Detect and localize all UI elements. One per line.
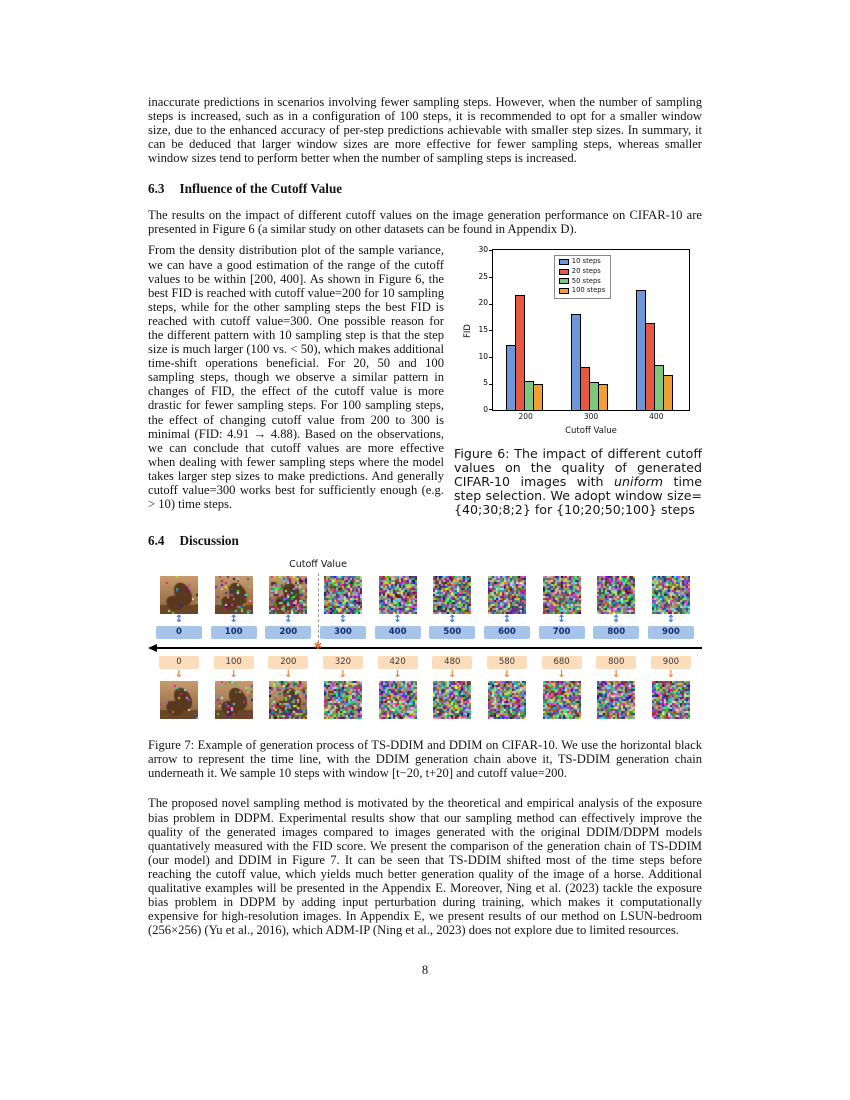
figure7-cutoff-label: Cutoff Value [289,559,347,571]
tsddim-sample-image [433,681,471,719]
section-number: 6.3 [148,181,165,197]
blue-double-arrow-icon: ↕ [448,614,457,626]
tsddim-sample-image [488,681,526,719]
ddim-step-box: 0 [156,626,202,639]
tsddim-step-box: 100 [214,656,254,669]
x-tick-label: 200 [518,412,533,422]
legend-swatch-icon [559,288,569,294]
legend-label: 50 steps [571,276,601,285]
figure7-column [427,576,477,719]
orange-down-arrow-icon: ↓ [502,669,512,681]
tsddim-sample-image [543,681,581,719]
section-title: Influence of the Cutoff Value [179,181,343,197]
orange-down-arrow-icon: ↓ [174,669,184,681]
figure7-column [537,576,587,719]
bar-group [506,295,542,411]
tsddim-sample-image [269,681,307,719]
blue-double-arrow-icon: ↕ [666,614,676,626]
figure6-caption-text: time step selection. We adopt window size= {40;30;8;2} for {10;20;50;100} steps [454,474,702,518]
ddim-step-box: 700 [539,626,585,639]
tsddim-step-box: 0 [159,656,199,669]
blue-double-arrow-icon: ↕ [229,614,238,626]
blue-double-arrow-icon: ↕ [284,614,293,626]
bar-100-steps [533,384,543,410]
figure7-columns [148,576,702,719]
ddim-step-box: 300 [320,626,366,639]
y-tick-label: 5 [483,378,488,388]
figure6-caption-text: Figure 6: The impact of different cutoff values on the quality of generated CIFAR-10 images with [454,445,702,490]
blue-double-arrow-icon: ↕ [393,614,402,626]
figure7-column [209,576,259,719]
ddim-step-box: 100 [211,626,257,639]
legend-swatch-icon [559,259,569,265]
figure7-column [482,576,532,719]
tsddim-step-box: 800 [596,656,636,669]
legend-label: 10 steps [571,257,601,266]
bar-group [636,290,672,410]
paragraph-cutoff-intro: The results on the impact of different cutoff values on the image generation performance on CIFAR-10 are presented in Figure 6 (a similar study on other datasets can be found in Appendix D). [148,208,702,237]
ddim-sample-image [215,576,253,614]
figure7-column [373,576,423,719]
ddim-step-box: 900 [648,626,694,639]
paragraph-window-size: inaccurate predictions in scenarios involving fewer sampling steps. However, when the number of sampling steps is increased, such as in a configuration of 100 steps, it is recommended to opt for a smaller window size, due to the enhanced accuracy of per-step predictions achievable with smaller step sizes. In summary, it can be deduced that larger window sizes are more effective for fewer sampling steps, whereas smaller window sizes tend to perform better when the number of sampling steps is increased. [148,95,702,166]
tsddim-sample-image [215,681,253,719]
tsddim-step-box: 200 [268,656,308,669]
ddim-step-box: 200 [265,626,311,639]
tsddim-sample-image [597,681,635,719]
ddim-sample-image [543,576,581,614]
ddim-sample-image [488,576,526,614]
section-heading-6-4 [148,534,702,549]
figure6 [454,243,702,517]
ddim-step-box: 800 [593,626,639,639]
tsddim-step-box: 680 [542,656,582,669]
legend-item [559,258,605,266]
paragraph-cutoff-analysis: From the density distribution plot of the sample variance, we can have a good estimation of the range of the cutoff values to be within [200, 400]. As shown in Figure 6, the best FID is reached with cutoff value=200 for 10 sampling steps, while for the other sampling steps the best FID is reached with cutoff value=300. One possible reason for the different pattern with 10 sampling step is that the step size is much larger (100 vs. < 50), which makes additional time-shift operations beneficial. For 20, 50 and 100 sampling steps, though we observe a similar pattern in changes of FID, the effect of the cutoff value is more drastic for fewer sampling steps. For 100 sampling steps, the effect of changing cutoff value from 200 to 300 is minimal (FID: 4.91 → 4.88). Based on the observations, we can conclude that cutoff values are more effective when dealing with fewer sampling steps where the model takes larger step sizes to make predictions. And generally cutoff value=300 works best for sufficiently enough (e.g. > 10) time steps. [148,243,444,512]
orange-down-arrow-icon: ↓ [612,669,621,681]
tsddim-step-box: 580 [487,656,527,669]
blue-double-arrow-icon: ↕ [502,614,512,626]
figure6-caption [454,447,702,517]
legend-item [559,278,605,286]
figure7-column [263,576,313,719]
ddim-sample-image [160,576,198,614]
ddim-step-box: 500 [429,626,475,639]
legend-label: 20 steps [571,267,601,276]
blue-double-arrow-icon: ↕ [174,614,184,626]
y-tick-label: 10 [478,351,488,361]
figure7-column [318,576,368,719]
tsddim-sample-image [160,681,198,719]
figure7-cutoff-marker-icon: ✱ [313,641,323,653]
ddim-step-box: 600 [484,626,530,639]
figure6-chart [462,245,698,437]
ddim-sample-image [433,576,471,614]
figure6-legend [554,255,611,298]
figure6-y-axis-label: FID [463,324,474,339]
y-tick-label: 25 [478,271,488,281]
blue-double-arrow-icon: ↕ [612,614,621,626]
page-number: 8 [421,963,429,978]
figure7-column [646,576,696,719]
bar-100-steps [598,384,608,410]
y-tick-label: 0 [483,405,488,415]
y-tick-label: 30 [478,245,488,255]
x-tick-label: 300 [583,412,599,422]
legend-swatch-icon [559,269,569,275]
text-figure-row [148,243,702,517]
ddim-sample-image [269,576,307,614]
ddim-sample-image [597,576,635,614]
orange-down-arrow-icon: ↓ [557,669,566,681]
figure7-diagram [148,560,702,726]
section-number: 6.4 [148,533,165,549]
bar-100-steps [663,375,673,410]
tsddim-sample-image [379,681,417,719]
ddim-step-box: 400 [375,626,421,639]
orange-down-arrow-icon: ↓ [393,669,402,681]
figure7-column [591,576,641,719]
legend-item [559,287,605,295]
figure7-column [154,576,204,719]
ddim-sample-image [379,576,417,614]
tsddim-step-box: 480 [432,656,472,669]
tsddim-step-box: 420 [378,656,418,669]
section-title: Discussion [179,533,239,549]
blue-double-arrow-icon: ↕ [338,614,348,626]
blue-double-arrow-icon: ↕ [557,614,566,626]
orange-down-arrow-icon: ↓ [666,669,676,681]
legend-swatch-icon [559,278,569,284]
orange-down-arrow-icon: ↓ [338,669,348,681]
bar-group [571,314,607,410]
y-tick-label: 20 [478,298,488,308]
orange-down-arrow-icon: ↓ [229,669,238,681]
figure7-caption: Figure 7: Example of generation process of TS-DDIM and DDIM on CIFAR-10. We use the horizontal black arrow to represent the time line, with the DDIM generation chain above it, TS-DDIM generation chain underneath it. We sample 10 steps with window [t−20, t+20] and cutoff value=200. [148,738,702,781]
figure6-plot [463,245,690,422]
tsddim-step-box: 320 [323,656,363,669]
y-tick-label: 15 [478,325,488,335]
tsddim-step-box: 900 [651,656,691,669]
figure6-x-axis-label: Cutoff Value [565,426,617,437]
section-heading-6-3 [148,182,702,197]
ddim-sample-image [324,576,362,614]
orange-down-arrow-icon: ↓ [448,669,457,681]
legend-label: 100 steps [571,286,606,295]
tsddim-sample-image [324,681,362,719]
figure6-caption-italic: uniform [614,474,664,490]
x-tick-label: 400 [649,412,664,422]
tsddim-sample-image [652,681,690,719]
orange-down-arrow-icon: ↓ [284,669,293,681]
ddim-sample-image [652,576,690,614]
paragraph-discussion: The proposed novel sampling method is motivated by the theoretical and empirical analysis of the exposure bias problem in DDPM. Experimental results show that our sampling method can effectively improve the quality of the generated images compared to images generated with the original DDIM/DDPM models quantatively measured with the FID score. We present the comparison of the generation chain of TS-DDIM (our model) and DDIM in Figure 7. It can be seen that TS-DDIM shifted most of the time steps before reaching the cutoff value, which yields much better generation quality of the image of a horse. Additional qualitative examples will be presented in the Appendix E. Moreover, Ning et al. (2023) tackle the exposure bias problem in DDPM by adding input perturbation during training, which makes it computationally expensive for high-resolution images. In Appendix E, we present results of our method on LSUN-bedroom (256×256) (Yu et al., 2016), which ADM-IP (Ning et al., 2023) does not explore due to limited resources. [148,796,702,938]
legend-item [559,268,605,276]
